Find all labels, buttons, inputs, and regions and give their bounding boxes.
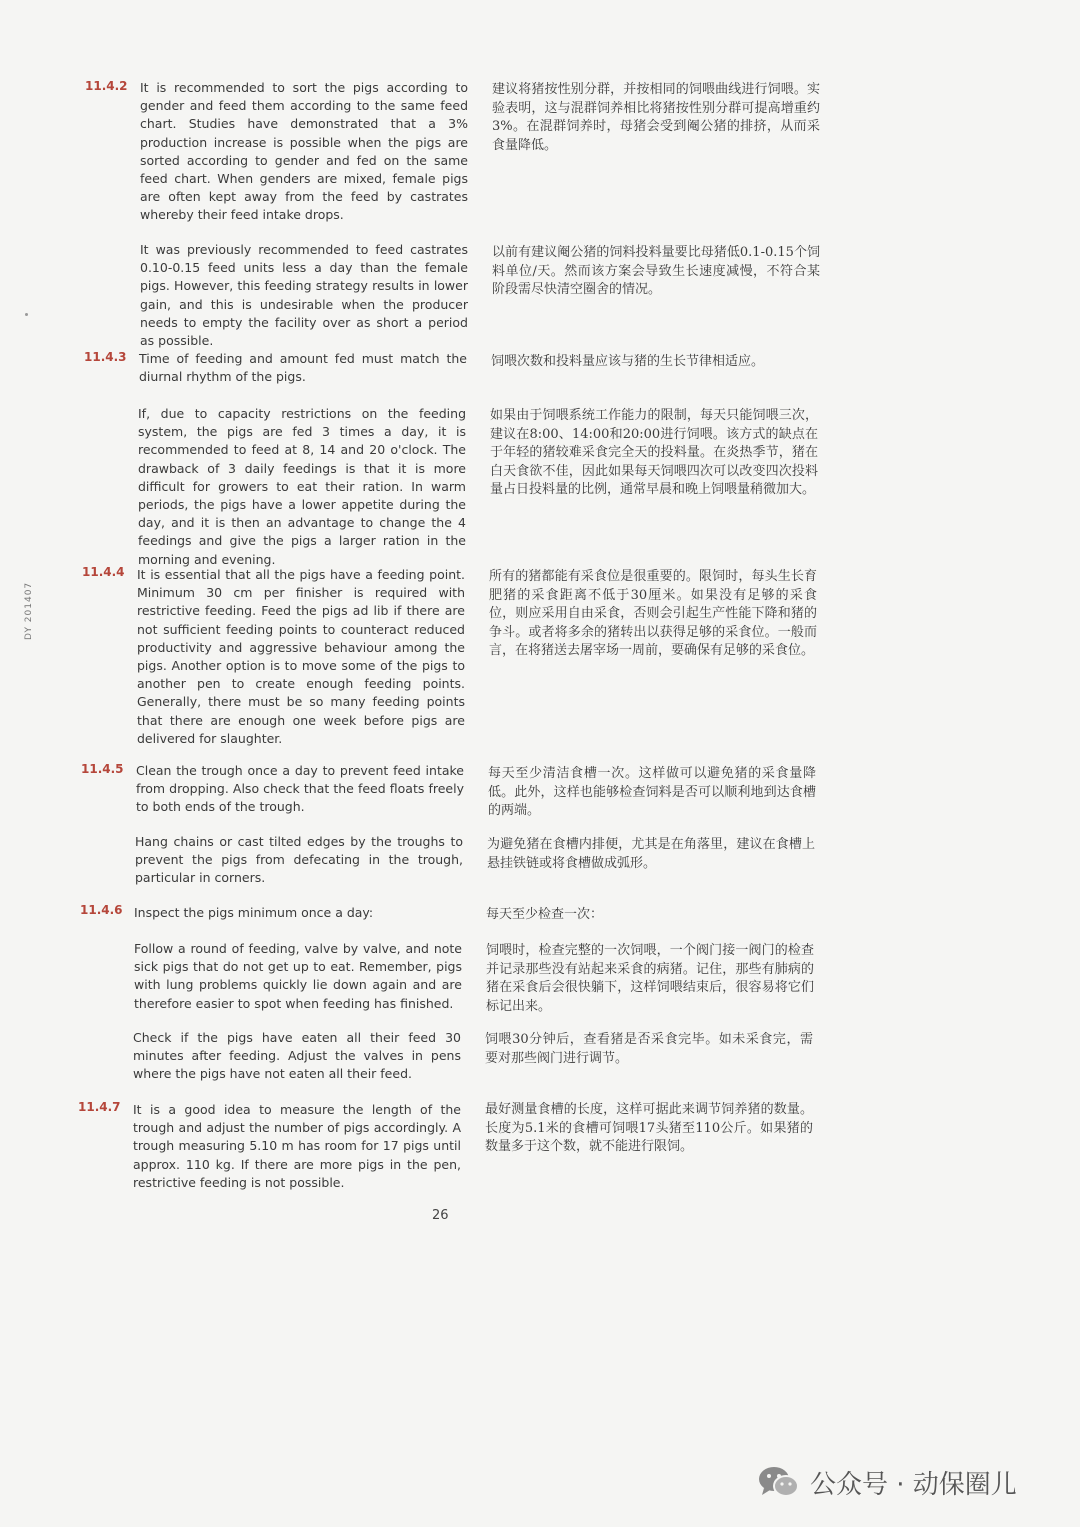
section-text-zh: 饲喂30分钟后，查看猪是否采食完毕。如未采食完，需要对那些阀门进行调节。 <box>485 1032 813 1066</box>
section-text-en: Time of feeding and amount fed must match the diurnal rhythm of the pigs. <box>139 351 467 385</box>
section-text-en: Clean the trough once a day to prevent feed intake from dropping. Also check that the feed floats freely to both ends of the trough. <box>136 763 464 815</box>
section-text-en: It was previously recommended to feed castrates 0.10-0.15 feed units less a day than the female pigs. However, this feeding strategy results in lower gain, and this is undesirable when the producer needs to empty the facility over as short a period as possible. <box>140 242 468 349</box>
section-text-zh: 如果由于饲喂系统工作能力的限制，每天只能饲喂三次，建议在8:00、14:00和20:00进行饲喂。该方式的缺点在于年轻的猪较难采食完全天的投料量。在炎热季节，猪在白天食欲不佳，因此如果每天饲喂四次可以改变四次投料量占日投料量的比例，通常早晨和晚上饲喂量稍微加大。 <box>490 408 818 497</box>
section-text-zh: 饲喂时，检查完整的一次饲喂，一个阀门接一阀门的检查并记录那些没有站起来采食的病猪。记住，那些有肺病的猪在采食后会很快躺下，这样饲喂结束后，很容易将它们标记出来。 <box>486 943 814 1014</box>
section-text-zh: 为避免猪在食槽内排便，尤其是在角落里，建议在食槽上悬挂铁链或将食槽做成弧形。 <box>487 837 815 871</box>
section-text-en: It is a good idea to measure the length of the trough and adjust the number of pigs accordingly. A trough measuring 5.10 m has room for 17 pigs until approx. 110 kg. If there are more pigs in the pen, restrictive feeding is not possible. <box>133 1102 461 1190</box>
section-number: 11.4.5 <box>81 762 124 776</box>
section-text-zh: 所有的猪都能有采食位是很重要的。限饲时，每头生长育肥猪的采食距离不低于30厘米。如果没有足够的采食位，则应采用自由采食，否则会引起生产性能下降和猪的争斗。或者将多余的猪转出以获得足够的采食位。一般而言，在将猪送去屠宰场一周前，要确保有足够的采食位。 <box>489 569 817 658</box>
wechat-icon <box>758 1465 800 1499</box>
section-text-en: Check if the pigs have eaten all their feed 30 minutes after feeding. Adjust the valves in pens where the pigs have not eaten all their feed. <box>133 1030 461 1082</box>
section-text-en: If, due to capacity restrictions on the feeding system, the pigs are fed 3 times a day, it is recommended to feed at 8, 14 and 20 o'clock. The drawback of 3 daily feedings is that it is more difficult for growers to eat their ration. In warm periods, the pigs have a lower appetite during the day, and it is then an advantage to change the 4 feedings and give the pigs a larger ration in the morning and evening. <box>138 406 466 567</box>
margin-code: DY 201407 <box>24 581 34 640</box>
section-number: 11.4.7 <box>78 1100 121 1114</box>
margin-dot <box>25 313 28 316</box>
watermark <box>758 1462 1017 1502</box>
section-text-en: Inspect the pigs minimum once a day: <box>134 905 374 920</box>
section-text-zh: 每天至少清洁食槽一次。这样做可以避免猪的采食量降低。此外，这样也能够检查饲料是否可以顺利地到达食槽的两端。 <box>488 766 816 818</box>
section-text-en: Follow a round of feeding, valve by valve, and note sick pigs that do not get up to eat. Remember, pigs with lung problems quickly lie down again and are therefore easier to spot when feeding has finished. <box>134 941 462 1011</box>
section-number: 11.4.3 <box>84 350 127 364</box>
section-text-zh: 以前有建议阉公猪的饲料投料量要比母猪低0.1-0.15个饲料单位/天。然而该方案会导致生长速度减慢，不符合某阶段需尽快清空圈舍的情况。 <box>492 245 820 297</box>
section-text-en: It is essential that all the pigs have a feeding point. Minimum 30 cm per finisher is required with restrictive feeding. Feed the pigs ad lib if there are not sufficient feeding points to counteract reduced productivity and aggressive behaviour among the pigs. Another option is to move some of the pigs to another pen to create enough feeding points. Generally, there must be so many feeding points that there are enough one week before pigs are delivered for slaughter. <box>137 567 465 746</box>
section-text-zh: 建议将猪按性别分群，并按相同的饲喂曲线进行饲喂。实验表明，这与混群饲养相比将猪按性别分群可提高增重约3%。在混群饲养时，母猪会受到阉公猪的排挤，从而采食量降低。 <box>492 82 820 153</box>
section-text-zh: 每天至少检查一次： <box>486 907 604 922</box>
section-text-en: Hang chains or cast tilted edges by the troughs to prevent the pigs from defecating in the trough, particular in corners. <box>135 834 463 886</box>
section-number: 11.4.4 <box>82 565 125 579</box>
section-text-en: It is recommended to sort the pigs according to gender and feed them according to the same feed chart. Studies have demonstrated that a 3% production increase is possible when the pigs are sorted according to gender and fed on the same feed chart. When genders are mixed, female pigs are often kept away from the feed by castrates whereby their feed intake drops. <box>140 80 468 223</box>
section-text-zh: 饲喂次数和投料量应该与猪的生长节律相适应。 <box>491 354 765 369</box>
watermark-text: 公众号 · 动保圈儿 <box>810 1469 1017 1500</box>
section-number: 11.4.6 <box>80 903 123 917</box>
section-text-zh: 最好测量食槽的长度，这样可据此来调节饲养猪的数量。长度为5.1米的食槽可饲喂17头猪至110公斤。如果猪的数量多于这个数，就不能进行限饲。 <box>485 1102 813 1154</box>
section-number: 11.4.2 <box>85 79 128 93</box>
page-number: 26 <box>432 1208 449 1223</box>
